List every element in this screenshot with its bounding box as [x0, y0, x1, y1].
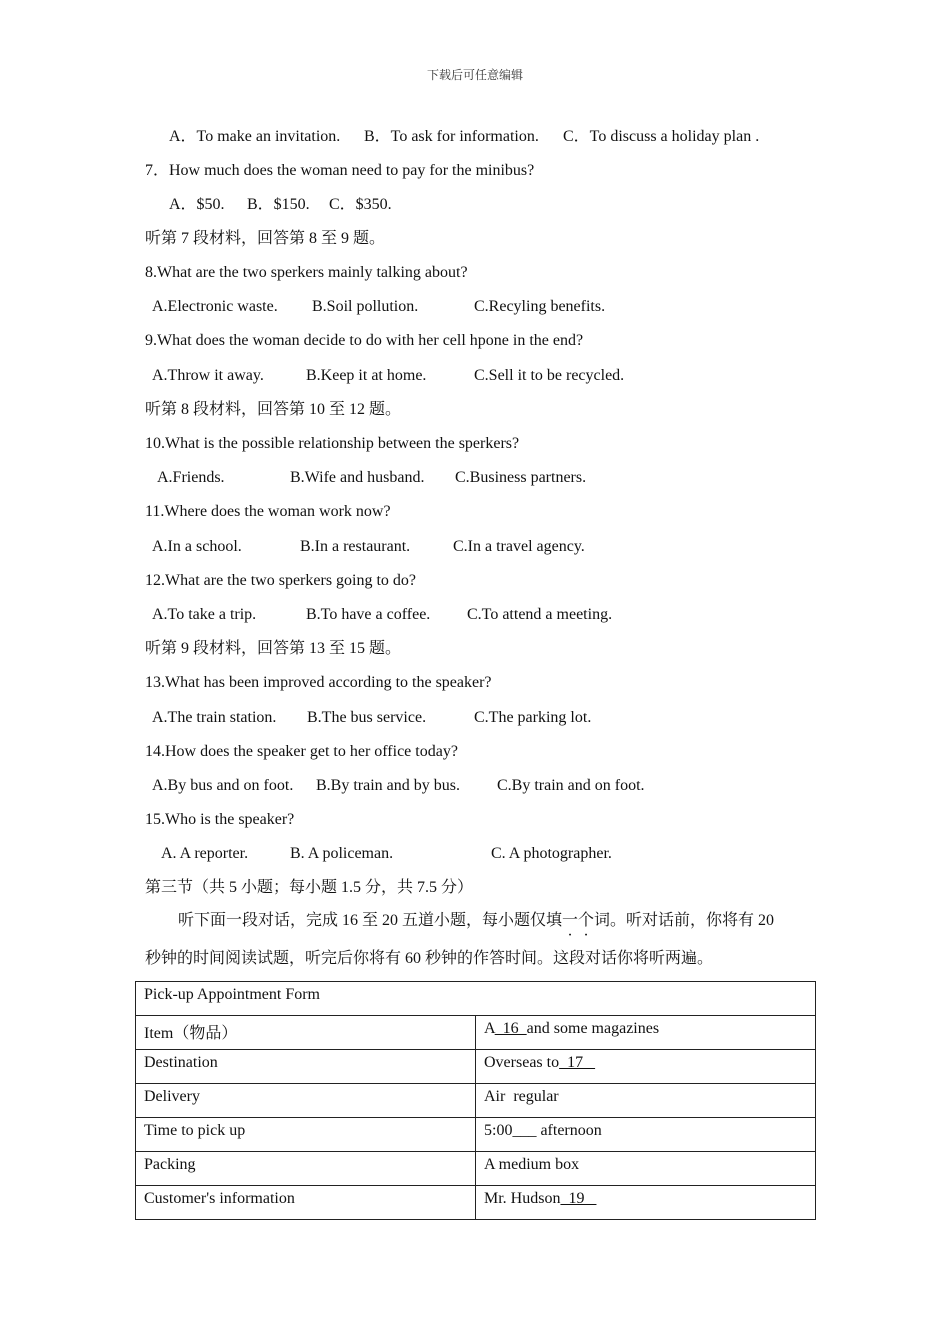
- form-value: [476, 1118, 816, 1152]
- part3-instruction-line2: 秒钟的时间阅读试题，听完后你将有 60 秒钟的作答时间。这段对话你将听两遍。: [145, 950, 714, 967]
- form-label: Delivery: [136, 1084, 476, 1118]
- form-row: [136, 1016, 816, 1050]
- q11-option-a: A.In a school.: [152, 538, 242, 555]
- q14-option-b: B.By train and by bus.: [316, 777, 460, 794]
- q12-option-a: A.To take a trip.: [152, 606, 257, 623]
- value-text: Air regular: [484, 1088, 559, 1105]
- value-text: 5:00: [484, 1122, 513, 1139]
- q10-option-a: A.Friends.: [157, 469, 225, 486]
- q10-option-c: C.Business partners.: [455, 469, 587, 486]
- q14-option-a: A.By bus and on foot.: [152, 777, 294, 794]
- q8-stem: 8.What are the two sperkers mainly talking about?: [145, 264, 468, 281]
- q8-option-a: A.Electronic waste.: [152, 298, 278, 315]
- q9-option-c: C.Sell it to be recycled.: [474, 367, 625, 384]
- q15-stem: 15.Who is the speaker?: [145, 811, 295, 828]
- q13-option-a: A.The train station.: [152, 709, 277, 726]
- form-row: [136, 1084, 816, 1118]
- form-label: Customer's information: [136, 1186, 476, 1220]
- part3-title: 第三节（共 5 小题；每小题 1.5 分，共 7.5 分）: [145, 879, 474, 896]
- form-row: [136, 1050, 816, 1084]
- form-label: Time to pick up: [136, 1118, 476, 1152]
- instruction-text-a: 听下面一段对话，完成 16 至 20 五道小题，每小题仅填: [178, 912, 563, 929]
- form-row: [136, 1186, 816, 1220]
- form-value: [476, 1084, 816, 1118]
- form-title: Pick-up Appointment Form: [136, 982, 816, 1016]
- q15-option-c: C. A photographer.: [491, 845, 612, 862]
- page-header: 下载后可任意编辑: [426, 68, 523, 82]
- value-text: A medium box: [484, 1156, 580, 1173]
- q13-option-b: B.The bus service.: [307, 709, 427, 726]
- form-label: Item（物品）: [136, 1016, 476, 1050]
- q9-option-a: A.Throw it away.: [152, 367, 264, 384]
- form-title-row: [136, 982, 816, 1016]
- form-value: [476, 1016, 816, 1050]
- q9-stem: 9.What does the woman decide to do with her cell hpone in the end?: [145, 332, 584, 349]
- value-text: afternoon: [536, 1122, 602, 1139]
- answer-blank-17: 17: [559, 1054, 596, 1071]
- emphasis-char-2: 个: [578, 912, 595, 929]
- q8-option-b: B.Soil pollution.: [312, 298, 419, 315]
- q10-stem: 10.What is the possible relationship between the sperkers?: [145, 435, 520, 452]
- q8-option-c: C.Recyling benefits.: [474, 298, 606, 315]
- q7-option-c: C．$350.: [329, 196, 392, 213]
- q11-stem: 11.Where does the woman work now?: [145, 503, 391, 520]
- answer-blank-16: 16: [494, 1020, 527, 1037]
- q6-option-b: B．To ask for information.: [364, 128, 539, 145]
- q12-stem: 12.What are the two sperkers going to do?: [145, 572, 417, 589]
- section-8-heading: 听第 8 段材料，回答第 10 至 12 题。: [145, 401, 402, 418]
- section-7-heading: 听第 7 段材料，回答第 8 至 9 题。: [145, 230, 386, 247]
- part3-instruction-line1: [178, 911, 774, 931]
- q14-stem: 14.How does the speaker get to her office today?: [145, 743, 458, 760]
- value-text: Mr. Hudson: [484, 1190, 561, 1207]
- value-text: Overseas to: [484, 1054, 560, 1071]
- answer-blank-18: ___: [512, 1122, 537, 1139]
- instruction-text-b: 词。听对话前，你将有 20: [594, 912, 775, 929]
- q10-option-b: B.Wife and husband.: [290, 469, 425, 486]
- q7-option-a: A．$50.: [169, 196, 225, 213]
- section-9-heading: 听第 9 段材料，回答第 13 至 15 题。: [145, 640, 402, 657]
- value-text: and some magazines: [526, 1020, 660, 1037]
- form-value: [476, 1186, 816, 1220]
- q11-option-c: C.In a travel agency.: [453, 538, 585, 555]
- q15-option-a: A. A reporter.: [161, 845, 249, 862]
- q6-option-a: A．To make an invitation.: [169, 128, 341, 145]
- q14-option-c: C.By train and on foot.: [497, 777, 645, 794]
- value-text: A: [484, 1020, 495, 1037]
- form-row: [136, 1118, 816, 1152]
- answer-blank-19: 19: [560, 1190, 597, 1207]
- q6-option-c: C．To discuss a holiday plan .: [563, 128, 760, 145]
- q12-option-b: B.To have a coffee.: [306, 606, 431, 623]
- form-row: [136, 1152, 816, 1186]
- form-value: [476, 1050, 816, 1084]
- q11-option-b: B.In a restaurant.: [300, 538, 411, 555]
- q13-stem: 13.What has been improved according to the speaker?: [145, 674, 492, 691]
- q15-option-b: B. A policeman.: [290, 845, 394, 862]
- q7-stem: 7．How much does the woman need to pay for the minibus?: [145, 162, 535, 179]
- q12-option-c: C.To attend a meeting.: [467, 606, 613, 623]
- q13-option-c: C.The parking lot.: [474, 709, 592, 726]
- q9-option-b: B.Keep it at home.: [306, 367, 427, 384]
- q7-option-b: B．$150.: [247, 196, 310, 213]
- pickup-appointment-form: [135, 981, 816, 1220]
- emphasis-char-1: 一: [562, 912, 579, 929]
- form-value: [476, 1152, 816, 1186]
- form-label: Destination: [136, 1050, 476, 1084]
- form-label: Packing: [136, 1152, 476, 1186]
